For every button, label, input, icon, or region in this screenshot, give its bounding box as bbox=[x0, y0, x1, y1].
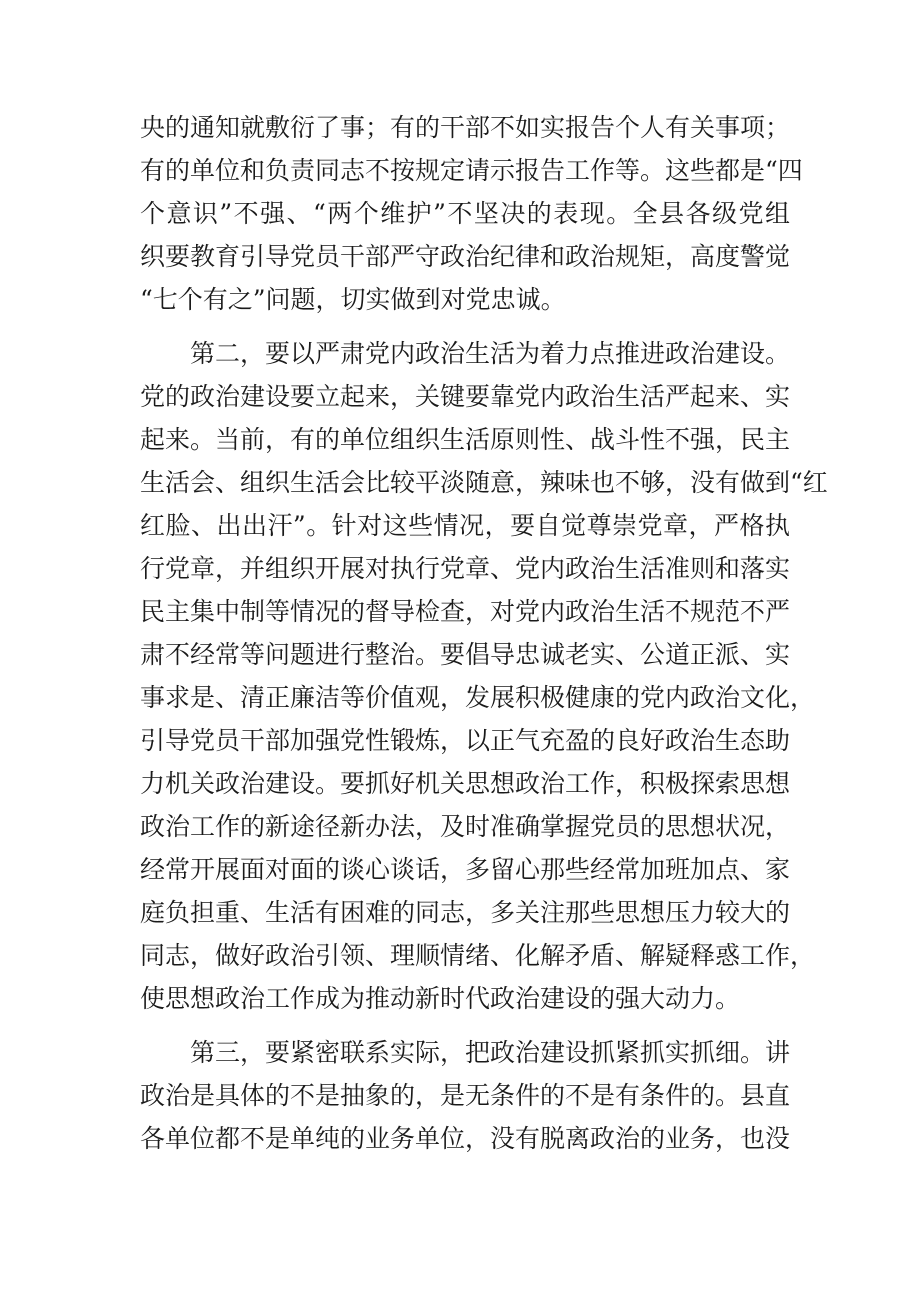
paragraph-3-line: 各单位都不是单纯的业务单位，没有脱离政治的业务，也没 bbox=[140, 1124, 791, 1153]
paragraph-2-line: 起来。当前，有的单位组织生活原则性、战斗性不强，民主 bbox=[140, 425, 791, 454]
paragraph-2-line: 民主集中制等情况的督导检查，对党内政治生活不规范不严 bbox=[140, 597, 791, 626]
paragraph-3-line: 第三，要紧密联系实际，把政治建设抓紧抓实抓细。讲 bbox=[190, 1038, 791, 1067]
paragraph-2-line: 生活会、组织生活会比较平淡随意，辣味也不够，没有做到“红 bbox=[140, 468, 828, 497]
paragraph-2-line: 引导党员干部加强党性锻炼，以正气充盈的良好政治生态助 bbox=[140, 726, 791, 755]
paragraph-gap bbox=[140, 321, 790, 332]
paragraph-1-line: “七个有之”问题，切实做到对党忠诚。 bbox=[140, 285, 566, 314]
document-body bbox=[140, 106, 828, 1160]
paragraph-3-line: 政治是具体的不是抽象的，是无条件的不是有条件的。县直 bbox=[140, 1081, 791, 1110]
paragraph-1-line: 个意识”不强、“两个维护”不坚决的表现。全县各级党组 bbox=[140, 199, 790, 228]
paragraph-2-line: 肃不经常等问题进行整治。要倡导忠诚老实、公道正派、实 bbox=[140, 640, 791, 669]
paragraph-2-line: 党的政治建设要立起来，关键要靠党内政治生活严起来、实 bbox=[140, 382, 791, 411]
paragraph-2-line: 力机关政治建设。要抓好机关思想政治工作，积极探索思想 bbox=[140, 769, 791, 798]
paragraph-2-line: 第二，要以严肃党内政治生活为着力点推进政治建设。 bbox=[190, 339, 791, 368]
paragraph-2-line: 使思想政治工作成为推动新时代政治建设的强大动力。 bbox=[140, 984, 741, 1013]
paragraph-2-line: 经常开展面对面的谈心谈话，多留心那些经常加班加点、家 bbox=[140, 855, 791, 884]
paragraph-2-line: 红脸、出出汗”。针对这些情况，要自觉尊崇党章，严格执 bbox=[140, 511, 790, 540]
paragraph-2-line: 事求是、清正廉洁等价值观，发展积极健康的党内政治文化， bbox=[140, 683, 816, 712]
paragraph-2-line: 政治工作的新途径新办法，及时准确掌握党员的思想状况， bbox=[140, 812, 791, 841]
paragraph-2-line: 同志，做好政治引领、理顺情绪、化解矛盾、解疑释惑工作， bbox=[140, 941, 816, 970]
paragraph-1-line: 央的通知就敷衍了事；有的干部不如实报告个人有关事项； bbox=[140, 113, 791, 142]
paragraph-2-line: 行党章，并组织开展对执行党章、党内政治生活准则和落实 bbox=[140, 554, 791, 583]
paragraph-1-line: 织要教育引导党员干部严守政治纪律和政治规矩，高度警觉 bbox=[140, 242, 791, 271]
paragraph-1-line: 有的单位和负责同志不按规定请示报告工作等。这些都是“四 bbox=[140, 156, 803, 185]
paragraph-gap bbox=[140, 1020, 790, 1031]
paragraph-2-line: 庭负担重、生活有困难的同志，多关注那些思想压力较大的 bbox=[140, 898, 791, 927]
